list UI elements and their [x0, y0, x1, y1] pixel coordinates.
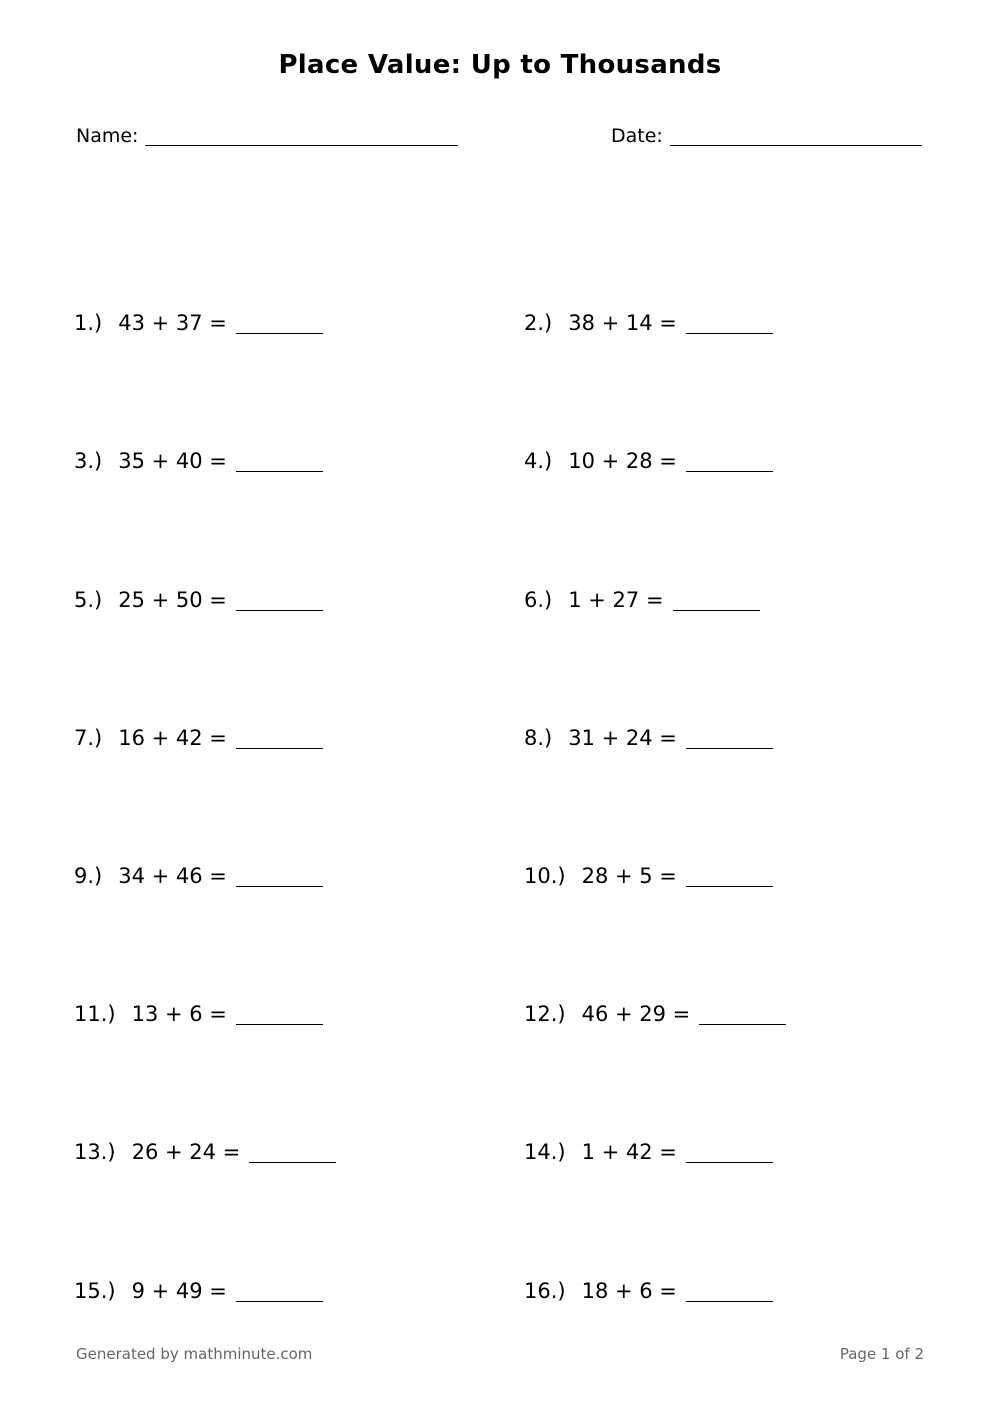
problem-number: 5.)	[74, 587, 103, 612]
name-field	[76, 123, 458, 149]
problem-grid	[74, 200, 974, 1306]
date-field	[611, 123, 922, 149]
problem-number: 15.)	[74, 1278, 116, 1303]
answer-blank	[236, 864, 323, 887]
problem-number: 9.)	[74, 863, 103, 888]
problem-13	[74, 1029, 524, 1167]
answer-blank	[686, 1140, 773, 1163]
worksheet-title: Place Value: Up to Thousands	[278, 50, 722, 80]
answer-blank	[673, 588, 760, 611]
problem-8	[524, 615, 974, 753]
problem-expression: 16 + 42 =	[118, 725, 227, 750]
problem-number: 14.)	[524, 1140, 566, 1165]
problem-expression: 18 + 6 =	[581, 1278, 677, 1303]
answer-blank	[236, 588, 323, 611]
answer-blank	[699, 1002, 786, 1025]
problem-expression: 1 + 27 =	[568, 587, 664, 612]
answer-blank	[686, 311, 773, 334]
problem-number: 7.)	[74, 725, 103, 750]
problem-expression: 28 + 5 =	[581, 863, 677, 888]
problem-10	[524, 753, 974, 891]
problem-11	[74, 891, 524, 1029]
problem-expression: 13 + 6 =	[131, 1002, 227, 1027]
problem-expression: 1 + 42 =	[581, 1140, 677, 1165]
problem-number: 11.)	[74, 1002, 116, 1027]
problem-16	[524, 1167, 974, 1305]
problem-number: 4.)	[524, 449, 553, 474]
problem-7	[74, 615, 524, 753]
problem-expression: 26 + 24 =	[131, 1140, 241, 1165]
problem-expression: 31 + 24 =	[568, 725, 677, 750]
footer-generator: Generated by mathminute.com	[76, 1345, 313, 1363]
problem-6	[524, 476, 974, 614]
problem-expression: 35 + 40 =	[118, 449, 227, 474]
answer-blank	[236, 449, 323, 472]
problem-number: 2.)	[524, 311, 553, 336]
problem-number: 1.)	[74, 311, 103, 336]
problem-14	[524, 1029, 974, 1167]
problem-5	[74, 476, 524, 614]
problem-12	[524, 891, 974, 1029]
problem-15	[74, 1167, 524, 1305]
problem-2	[524, 200, 974, 338]
name-label: Name:	[76, 125, 139, 147]
problem-9	[74, 753, 524, 891]
problem-1	[74, 200, 524, 338]
problem-4	[524, 338, 974, 476]
answer-blank	[236, 1002, 323, 1025]
problem-number: 3.)	[74, 449, 103, 474]
answer-blank	[236, 726, 323, 749]
answer-blank	[686, 449, 773, 472]
problem-expression: 43 + 37 =	[118, 311, 227, 336]
answer-blank	[686, 1279, 773, 1302]
problem-expression: 38 + 14 =	[568, 311, 677, 336]
problem-number: 16.)	[524, 1278, 566, 1303]
problem-expression: 10 + 28 =	[568, 449, 677, 474]
problem-number: 8.)	[524, 725, 553, 750]
footer-page-number: Page 1 of 2	[839, 1345, 924, 1363]
date-label: Date:	[611, 125, 663, 147]
date-line	[670, 125, 922, 146]
problem-number: 6.)	[524, 587, 553, 612]
name-line	[145, 125, 458, 146]
problem-number: 13.)	[74, 1140, 116, 1165]
problem-number: 10.)	[524, 863, 566, 888]
problem-expression: 25 + 50 =	[118, 587, 227, 612]
answer-blank	[236, 311, 323, 334]
problem-expression: 9 + 49 =	[131, 1278, 227, 1303]
answer-blank	[686, 726, 773, 749]
problem-expression: 34 + 46 =	[118, 863, 227, 888]
answer-blank	[236, 1279, 323, 1302]
problem-number: 12.)	[524, 1002, 566, 1027]
answer-blank	[249, 1140, 336, 1163]
problem-expression: 46 + 29 =	[581, 1002, 691, 1027]
answer-blank	[686, 864, 773, 887]
problem-3	[74, 338, 524, 476]
